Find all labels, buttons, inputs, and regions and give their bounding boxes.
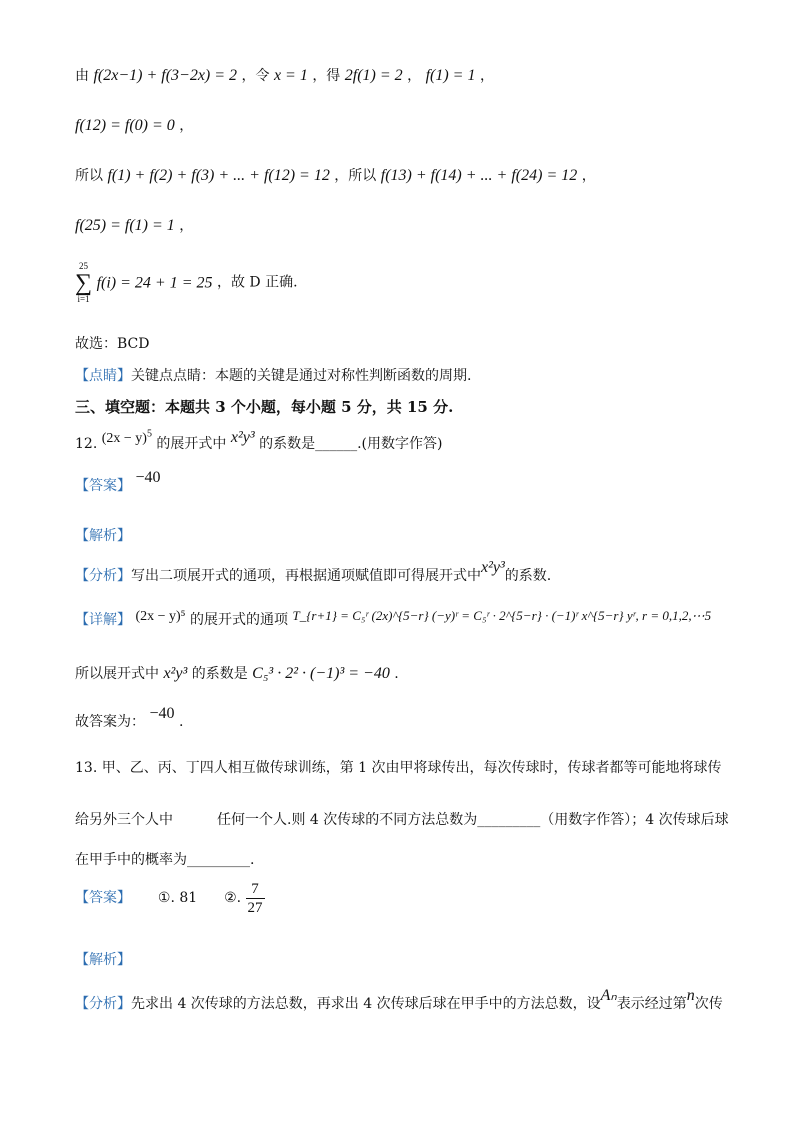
text: 表示经过第 [616,996,687,1012]
question-12 [75,428,443,454]
text: 所以展开式中 [75,666,159,682]
answer-tag: 【答案】 [75,478,131,494]
numerator: 7 [246,880,265,899]
solution-line-2 [75,116,193,135]
text: ， [479,68,494,84]
text: (2x − y) [101,431,147,446]
answer-12 [75,469,161,495]
text: 在甲手中的概率为_________. [75,852,255,868]
sigma-symbol: ∑ [75,270,93,296]
final-answer-12 [75,705,184,731]
equation: f(25) = f(1) = 1 [75,217,175,234]
analysis-header-13 [75,952,131,969]
answer-value: −40 [135,469,161,486]
text: 次传 [694,996,723,1012]
question-13-line-1 [75,760,722,777]
term: x²y³ [230,429,255,446]
denominator: 27 [247,900,263,916]
text: ， [179,218,194,234]
detailed-solution-12 [75,608,712,630]
equation: f(13) + f(14) + ... + f(24) = 12 [380,167,578,184]
fenxi-tag: 【分析】 [75,996,131,1012]
answer-label-2: ②. [224,890,242,907]
text: 任何一个人.则 4 次传球的不同方法总数为_________（用数字作答）；4 次传球后球 [217,812,729,828]
conclusion-12 [75,664,399,683]
text: 故答案为： [75,714,145,730]
text: 的系数. [504,568,552,584]
text: 的系数是 [191,666,248,682]
text: 的展开式的通项 [190,612,289,628]
solution-line-3 [75,166,596,185]
equation: f(i) = 24 + 1 = 25 [96,274,213,292]
text: 先求出 4 次传球的方法总数，再求出 4 次传球后球在甲手中的方法总数，设 [131,996,601,1012]
fraction [246,880,265,917]
equation: f(2x−1) + f(3−2x) = 2 [93,67,238,84]
equation: f(1) + f(2) + f(3) + ... + f(12) = 12 [107,167,330,184]
section-heading [75,398,453,416]
expression: (2x − y)⁵ [135,609,186,624]
text: . [394,666,399,682]
equation: C₅³ · 2² · (−1)³ = −40 [252,665,390,682]
term: x²y³ [481,559,505,576]
text: 的系数是______.(用数字作答) [259,436,443,452]
fenxi-tag: 【分析】 [75,568,131,584]
key-point [75,368,471,385]
sum-lower: i=1 [77,294,90,304]
term: Aₙ [600,987,617,1004]
text: 给另外三个人中 [75,812,173,828]
term: n [686,987,695,1004]
text: 的展开式中 [156,436,227,452]
analysis-header-12 [75,528,131,545]
formula: T_{r+1} = C₅ʳ (2x)^{5−r} (−y)ʳ = C₅ʳ · 2^{5−r} · (−1)ʳ x^{5−r} yʳ, r = 0,1,2,⋯5 [292,608,712,623]
exponent: 5 [146,428,152,440]
equation: x = 1 [273,67,308,84]
text: 故选：BCD [75,336,150,352]
term: x²y³ [163,665,188,682]
analysis-13 [75,987,723,1013]
detail-tag: 【详解】 [75,612,131,628]
text: ，得 [312,68,341,84]
text: 三、填空题：本题共 3 个小题，每小题 5 分，共 15 分. [75,398,454,416]
equation: f(1) = 1 [425,67,476,84]
text: ，故 D 正确. [216,274,298,291]
analysis-tag: 【解析】 [75,952,131,968]
expression [101,428,152,446]
text: 所以 [75,168,103,184]
analysis-12 [75,559,552,585]
text: ，令 [241,68,270,84]
key-point-tag: 【点睛】 [75,368,131,384]
text: ， [581,168,596,184]
answer-tag: 【答案】 [75,890,131,907]
solution-line-5 [75,262,298,304]
final-choice [75,336,149,353]
text: ，所以 [334,168,377,184]
question-number: 12. [75,436,98,452]
text: ， [179,118,194,134]
analysis-tag: 【解析】 [75,528,131,544]
text: 由 [75,68,89,84]
text: 关键点点睛：本题的关键是通过对称性判断函数的周期. [131,368,472,384]
equation: f(12) = f(0) = 0 [75,117,175,134]
text: . [178,714,184,730]
question-13-line-3 [75,852,254,869]
solution-line-4 [75,216,193,235]
text: 13. 甲、乙、丙、丁四人相互做传球训练，第 1 次由甲将球传出，每次传球时，传球者都等可能地将球传 [75,760,722,776]
text: 写出二项展开式的通项，再根据通项赋值即可得展开式中 [131,568,481,584]
question-13-line-2 [75,812,729,829]
equation: 2f(1) = 2 [344,67,403,84]
text: ， [407,68,422,84]
summation [75,262,92,304]
sum-upper: 25 [79,261,89,271]
answer-value-1: ①. 81 [157,890,198,907]
answer-value: −40 [149,705,175,722]
answer-13 [75,880,265,917]
solution-line-1 [75,66,494,85]
